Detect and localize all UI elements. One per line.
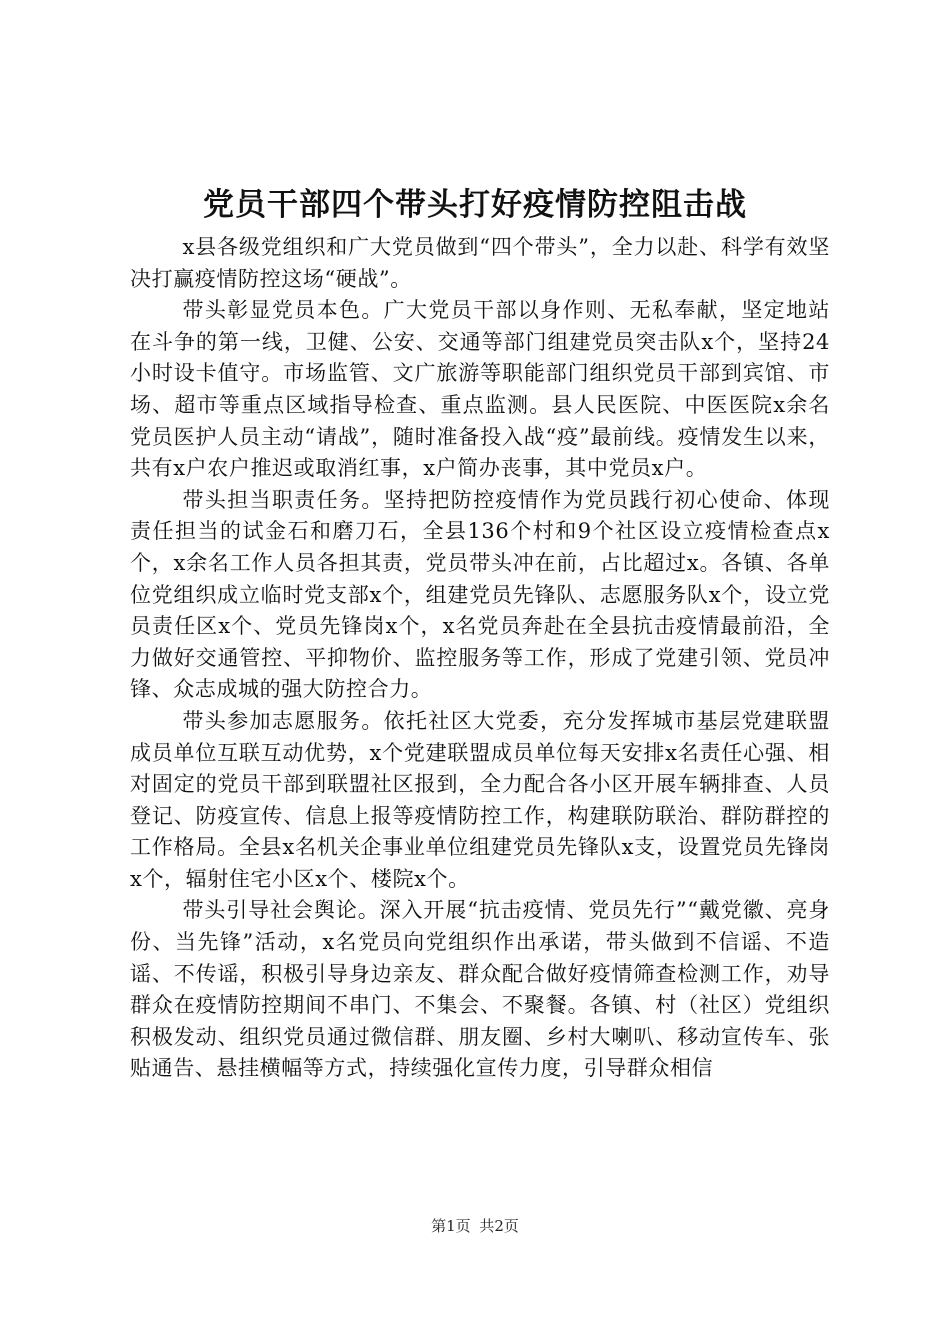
paragraph-responsibility: 带头担当职责任务。坚持把防控疫情作为党员践行初心使命、体现责任担当的试金石和磨刀石，全县136个村和9个社区设立疫情检查点x个，x余名工作人员各担其责，党员带头冲在前，占比超过x。各镇、各单位党组织成立临时党支部x个，组建党员先锋队、志愿服务队x个，设立党员责任区x个、党员先锋岗x个，x名党员奔赴在全县抗击疫情最前沿，全力做好交通管控、平抑物价、监控服务等工作，形成了党建引领、党员冲锋、众志成城的强大防控合力。: [130, 487, 830, 702]
paragraph-volunteer-service: 带头参加志愿服务。依托社区大党委，充分发挥城市基层党建联盟成员单位互联互动优势，x个党建联盟成员单位每天安排x名责任心强、相对固定的党员干部到联盟社区报到，全力配合各小区开展车辆排查、人员登记、防疫宣传、信息上报等疫情防控工作，构建联防联治、群防群控的工作格局。全县x名机关企事业单位组建党员先锋队x支，设置党员先锋岗x个，辐射住宅小区x个、楼院x个。: [130, 708, 830, 891]
document-title: 党员干部四个带头打好疫情防控阻击战: [203, 187, 747, 223]
paragraph-party-character: 带头彰显党员本色。广大党员干部以身作则、无私奉献，坚定地站在斗争的第一线，卫健、公安、交通等部门组建党员突击队x个，坚持24小时设卡值守。市场监管、文广旅游等职能部门组织党员干部到宾馆、市场、超市等重点区域指导检查、重点监测。县人民医院、中医医院x余名党员医护人员主动“请战”，随时准备投入战“疫”最前线。疫情发生以来，共有x户农户推迟或取消红事，x户简办丧事，其中党员x户。: [130, 298, 830, 481]
document-body: [130, 232, 830, 1085]
page-number-total: 共2页: [479, 1217, 519, 1235]
paragraph-intro: x县各级党组织和广大党员做到“四个带头”，全力以赴、科学有效坚决打赢疫情防控这场“硬战”。: [130, 235, 830, 291]
page-number-current: 第1页: [431, 1217, 471, 1235]
paragraph-public-opinion: 带头引导社会舆论。深入开展“抗击疫情、党员先行”“戴党徽、亮身份、当先锋”活动，x名党员向党组织作出承诺，带头做到不信谣、不造谣、不传谣，积极引导身边亲友、群众配合做好疫情筛查检测工作，劝导群众在疫情防控期间不串门、不集会、不聚餐。各镇、村（社区）党组织积极发动、组织党员通过微信群、朋友圈、乡村大喇叭、移动宣传车、张贴通告、悬挂横幅等方式，持续强化宣传力度，引导群众相信: [130, 898, 830, 1081]
page-footer: [0, 1216, 950, 1236]
